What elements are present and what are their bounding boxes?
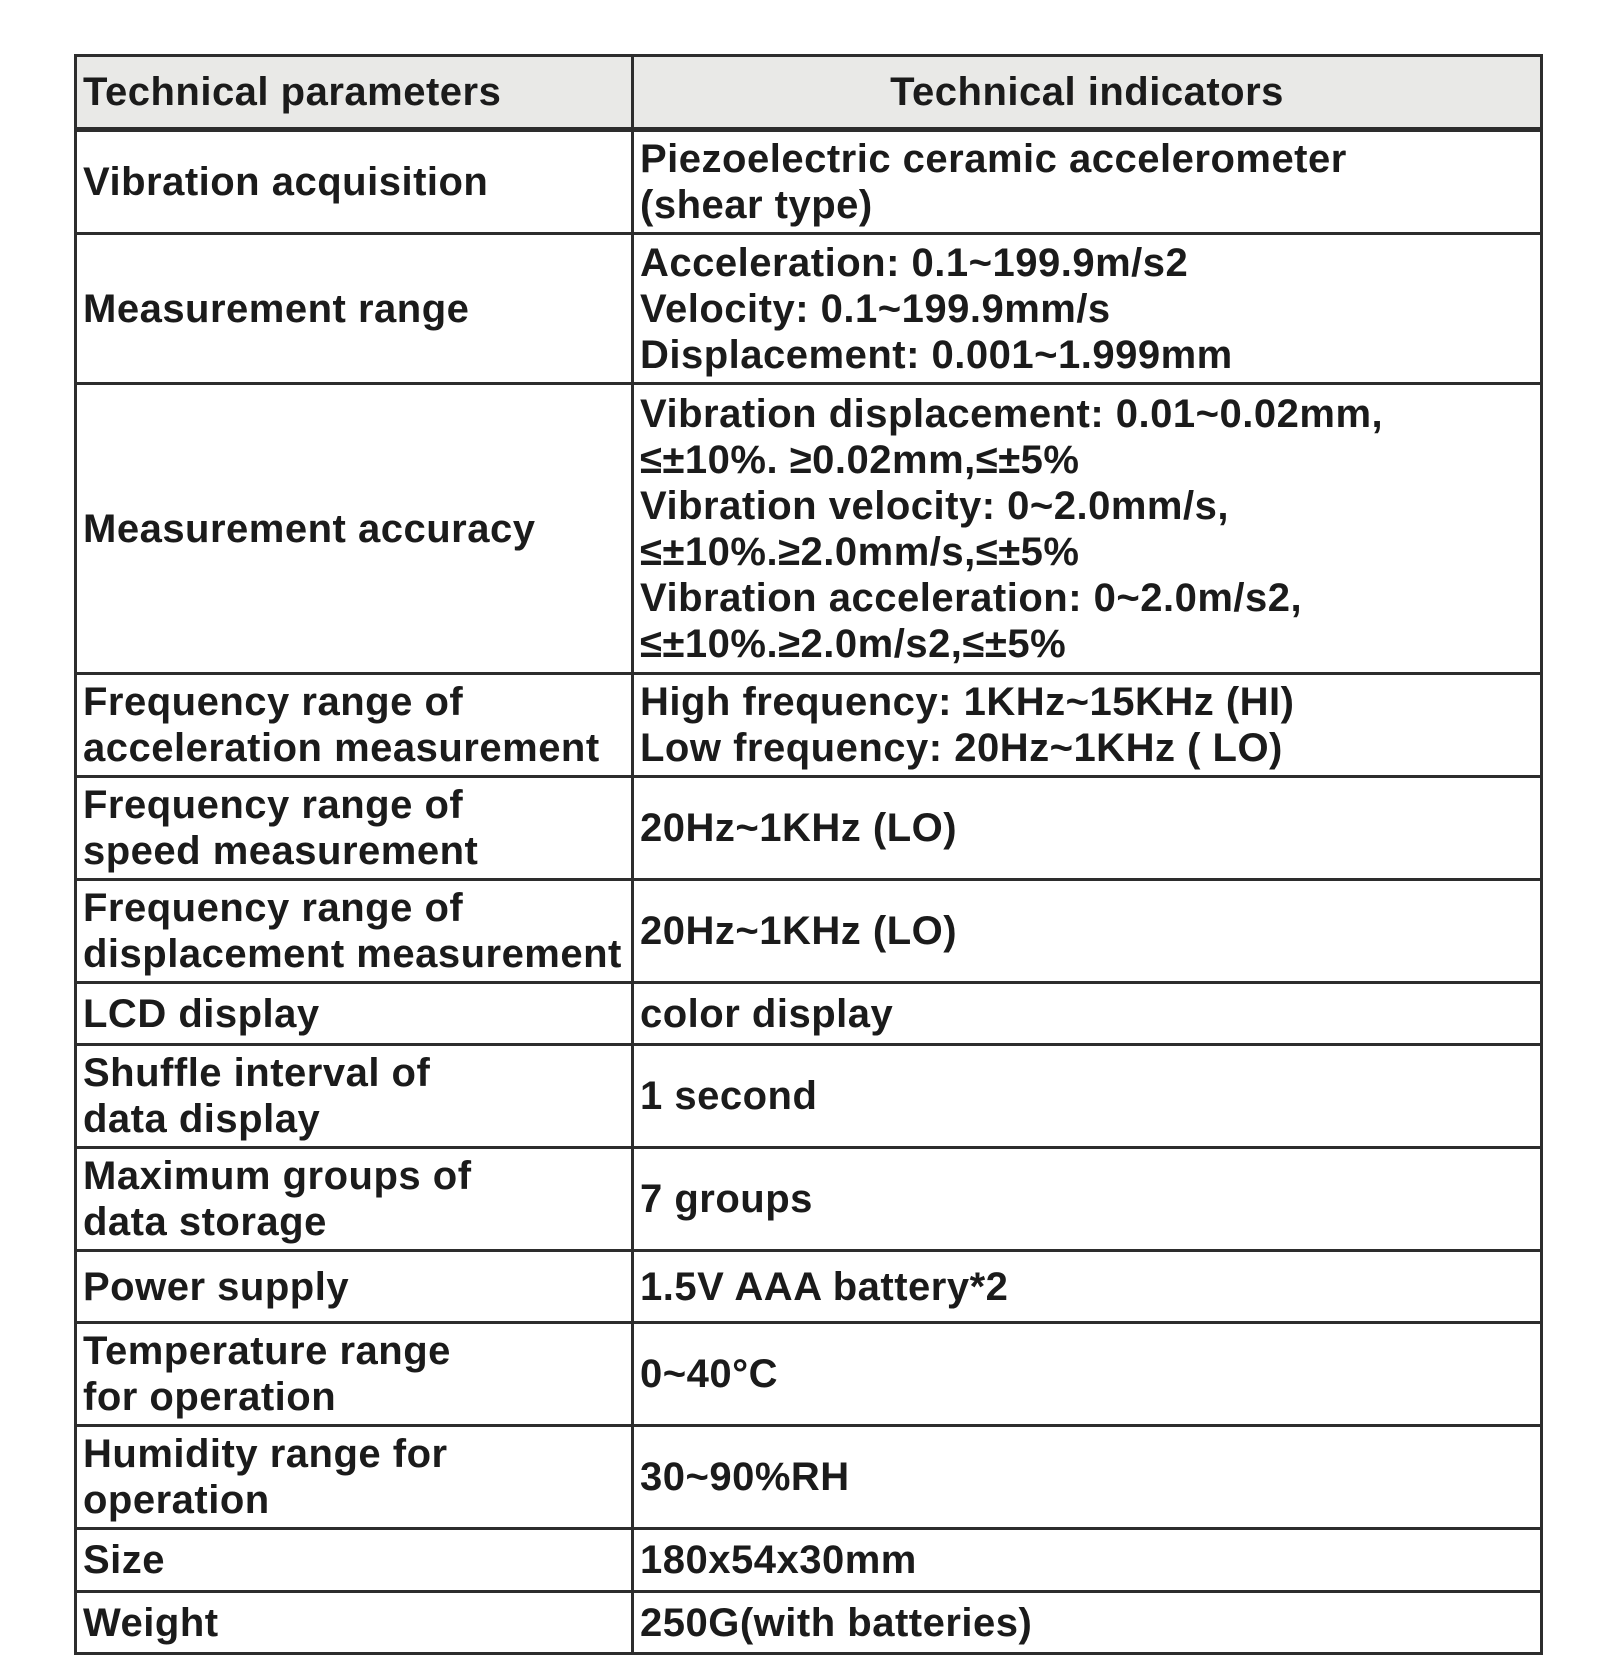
value-line: 1 second [640,1074,818,1118]
param-line: Temperature range [83,1329,451,1373]
value-cell [633,777,1542,880]
param-line: Frequency range of [83,680,464,724]
value-line: Vibration acceleration: 0~2.0m/s2, [640,575,1303,620]
value-cell [633,1323,1542,1426]
param-cell [76,1426,633,1529]
param-line: displacement measurement [83,932,622,976]
value-line: 20Hz~1KHz (LO) [640,909,958,953]
table-row [76,1045,1542,1148]
spec-table-body [76,130,1542,1654]
table-row [76,1148,1542,1251]
param-line: speed measurement [83,829,479,873]
value-line: Displacement: 0.001~1.999mm [640,332,1233,377]
value-cell [633,1148,1542,1251]
table-row [76,1592,1542,1654]
param-line: Maximum groups of [83,1154,472,1198]
value-cell [633,880,1542,983]
param-line: for operation [83,1375,337,1419]
table-row [76,384,1542,674]
param-header-cell: Technical parameters [76,56,633,130]
table-row [76,983,1542,1045]
value-line: High frequency: 1KHz~15KHz (HI) [640,680,1295,724]
value-line: ≤±10%. ≥0.02mm,≤±5% [640,437,1080,482]
value-line: ≤±10%.≥2.0mm/s,≤±5% [640,529,1080,574]
param-cell [76,880,633,983]
table-row [76,1529,1542,1592]
param-cell [76,384,633,674]
value-cell [633,384,1542,674]
param-line: acceleration measurement [83,726,600,770]
value-line: 20Hz~1KHz (LO) [640,806,958,850]
table-row [76,674,1542,777]
param-cell [76,1529,633,1592]
value-line: Vibration displacement: 0.01~0.02mm, [640,391,1384,436]
value-line: 1.5V AAA battery*2 [640,1264,1009,1309]
param-cell [76,983,633,1045]
value-line: 30~90%RH [640,1455,850,1499]
param-line: operation [83,1478,270,1522]
value-cell [633,983,1542,1045]
value-line: color display [640,991,894,1036]
value-line: 180x54x30mm [640,1538,917,1582]
value-header-cell: Technical indicators [633,56,1542,130]
param-cell [76,130,633,234]
param-line: Power supply [83,1264,350,1309]
value-cell [633,1592,1542,1654]
param-line: data storage [83,1200,327,1244]
param-cell [76,1323,633,1426]
value-line: Piezoelectric ceramic accelerometer [640,137,1347,181]
param-cell [76,1251,633,1323]
table-row [76,130,1542,234]
value-line: 250G(with batteries) [640,1600,1033,1645]
value-line: Velocity: 0.1~199.9mm/s [640,286,1111,331]
param-line: Size [83,1538,166,1582]
value-line: 0~40°C [640,1352,778,1396]
value-line: 7 groups [640,1177,813,1221]
param-line: Measurement accuracy [83,506,536,551]
param-line: Vibration acquisition [83,160,489,204]
table-header-row [76,56,1542,130]
param-line: LCD display [83,991,320,1036]
value-cell [633,1426,1542,1529]
value-line: (shear type) [640,183,873,227]
value-cell [633,234,1542,384]
param-cell [76,777,633,880]
value-line: Acceleration: 0.1~199.9m/s2 [640,240,1189,285]
value-cell [633,1529,1542,1592]
table-row [76,234,1542,384]
param-cell [76,234,633,384]
param-cell [76,1045,633,1148]
value-line: Vibration velocity: 0~2.0mm/s, [640,483,1229,528]
param-line: Frequency range of [83,783,464,827]
param-line: Humidity range for [83,1432,448,1476]
table-row [76,1323,1542,1426]
table-row [76,880,1542,983]
spec-table [74,54,1543,1655]
value-cell [633,674,1542,777]
value-line: ≤±10%.≥2.0m/s2,≤±5% [640,621,1067,666]
param-line: Weight [83,1600,219,1645]
table-row [76,777,1542,880]
param-line: Measurement range [83,286,470,331]
value-cell [633,130,1542,234]
param-cell [76,1148,633,1251]
param-cell [76,1592,633,1654]
table-row [76,1251,1542,1323]
param-cell [76,674,633,777]
table-row [76,1426,1542,1529]
param-line: Frequency range of [83,886,464,930]
param-line: Shuffle interval of [83,1051,431,1095]
value-cell [633,1045,1542,1148]
param-line: data display [83,1097,321,1141]
value-cell [633,1251,1542,1323]
value-line: Low frequency: 20Hz~1KHz ( LO) [640,726,1283,770]
